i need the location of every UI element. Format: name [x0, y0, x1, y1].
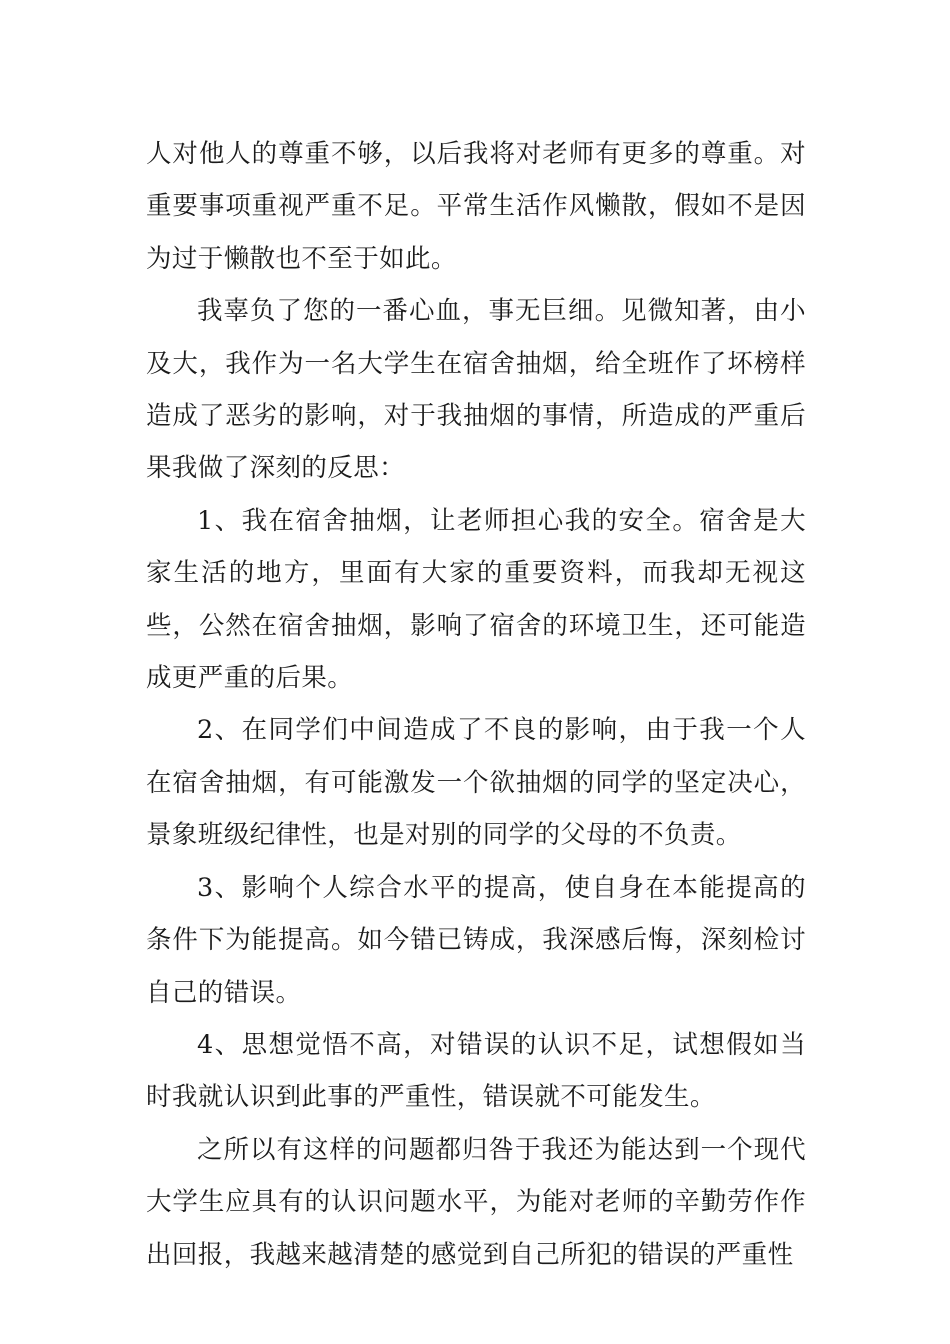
paragraph-point-1: 1、我在宿舍抽烟，让老师担心我的安全。宿舍是大家生活的地方，里面有大家的重要资料，而我却无视这些，公然在宿舍抽烟，影响了宿舍的环境卫生，还可能造成更严重的后果。 [146, 505, 806, 694]
paragraph-point-4: 4、思想觉悟不高，对错误的认识不足，试想假如当时我就认识到此事的严重性，错误就不可能发生。 [146, 1029, 806, 1113]
document-body [146, 128, 806, 1281]
paragraph-point-2: 2、在同学们中间造成了不良的影响，由于我一个人在宿舍抽烟，有可能激发一个欲抽烟的同学的坚定决心，景象班级纪律性，也是对别的同学的父母的不负责。 [146, 715, 806, 851]
paragraph-point-3: 3、影响个人综合水平的提高，使自身在本能提高的条件下为能提高。如今错已铸成，我深感后悔，深刻检讨自己的错误。 [146, 872, 806, 1008]
paragraph-conclusion: 之所以有这样的问题都归咎于我还为能达到一个现代大学生应具有的认识问题水平，为能对老师的辛勤劳作作出回报，我越来越清楚的感觉到自己所犯的错误的严重性 [146, 1134, 806, 1270]
paragraph-continuation: 人对他人的尊重不够，以后我将对老师有更多的尊重。对重要事项重视严重不足。平常生活作风懒散，假如不是因为过于懒散也不至于如此。 [146, 139, 806, 274]
paragraph-reflection-intro: 我辜负了您的一番心血，事无巨细。见微知著，由小及大，我作为一名大学生在宿舍抽烟，给全班作了坏榜样造成了恶劣的影响，对于我抽烟的事情，所造成的严重后果我做了深刻的反思： [146, 296, 806, 484]
